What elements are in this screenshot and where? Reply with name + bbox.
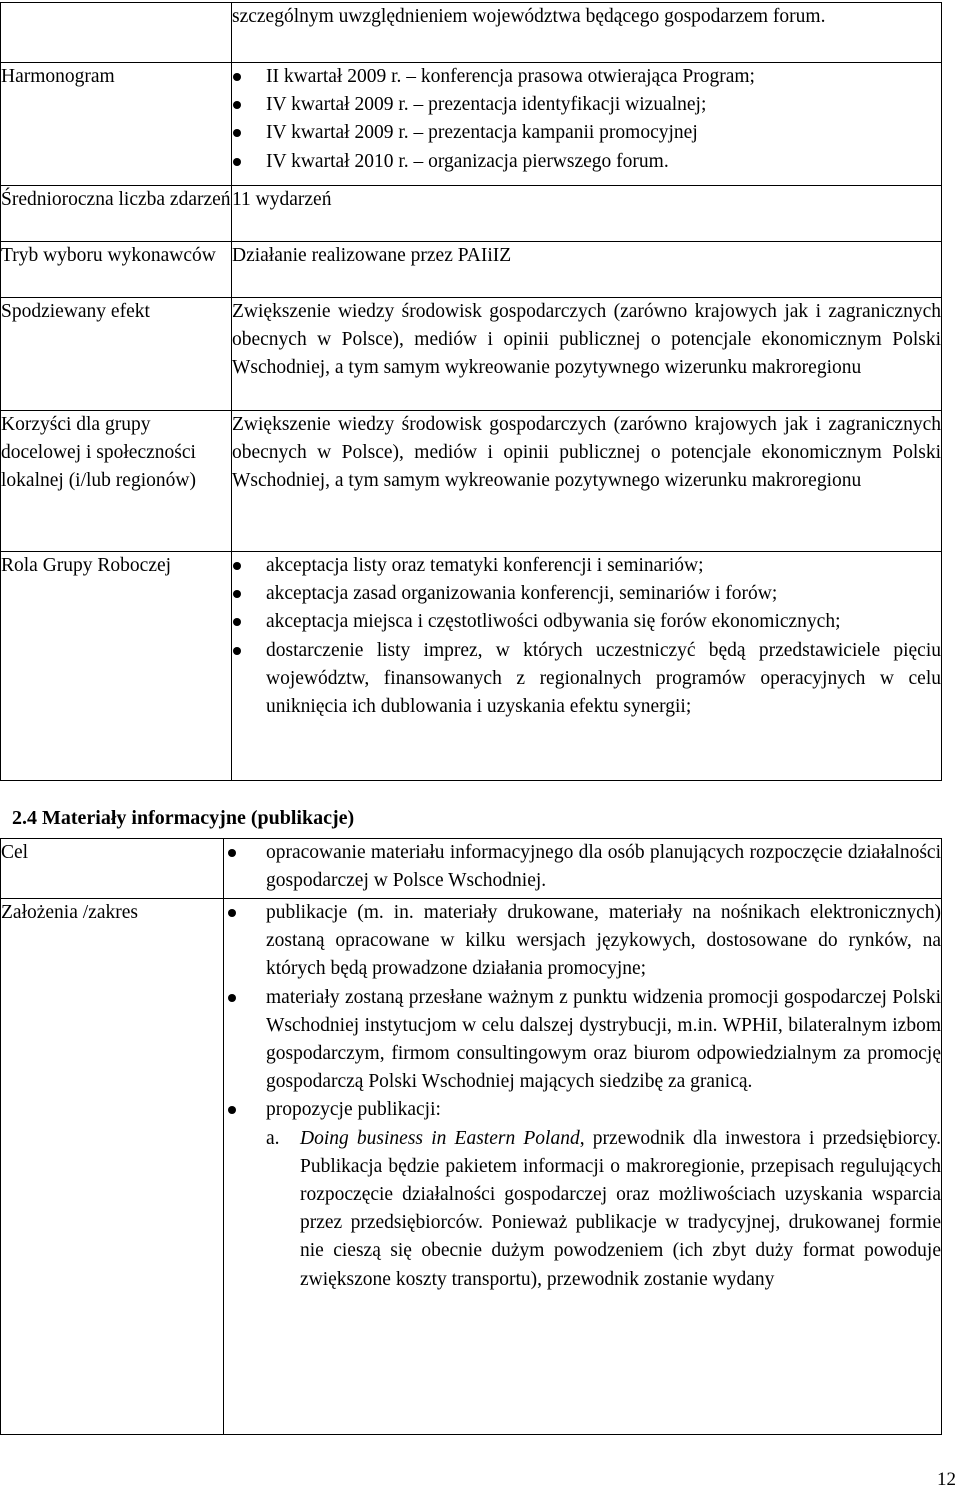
proposal-text — [300, 1125, 941, 1294]
row-value-efekt: Zwiększenie wiedzy środowisk gospodarczych (zarówno krajowych jak i zagranicznych obecnych w Polsce), mediów i opinii publicznej o potencjale ekonomicznym Polski Wschodniej, a tym samym wykreowanie pozytywnego wizerunku makroregionu — [232, 298, 942, 411]
row-value-liczba: 11 wydarzeń — [232, 186, 942, 242]
page-number: 12 — [937, 1469, 956, 1490]
row-value-cel — [224, 839, 942, 899]
list-item: IV kwartał 2009 r. – prezentacja kampanii promocyjnej — [232, 119, 941, 147]
row-value-korzysci: Zwiększenie wiedzy środowisk gospodarczych (zarówno krajowych jak i zagranicznych obecnych w Polsce), mediów i opinii publicznej o potencjale ekonomicznym Polski Wschodniej, a tym samym wykreowanie pozytywnego wizerunku makroregionu — [232, 411, 942, 552]
proposal-marker: a. — [266, 1127, 280, 1149]
table-row — [1, 899, 942, 1435]
goal-list — [224, 839, 941, 895]
row-label-efekt: Spodziewany efekt — [1, 298, 232, 411]
schedule-list — [232, 63, 941, 176]
row-label-cel: Cel — [1, 839, 224, 899]
row-label-zalozenia: Założenia /zakres — [1, 899, 224, 1435]
row-value-harmonogram — [232, 63, 942, 186]
assumptions-list — [224, 899, 941, 1294]
row-label-harmonogram: Harmonogram — [1, 63, 232, 186]
project-details-table — [0, 2, 942, 781]
table-row — [1, 552, 942, 781]
row-label-tryb: Tryb wyboru wykonawców — [1, 242, 232, 298]
list-item: dostarczenie listy imprez, w których uczestniczyć będą przedstawiciele pięciu województw, finansowanych z regionalnych programów operacyjnych w celu uniknięcia ich dublowania i uzyskania efektu synergii; — [232, 637, 941, 722]
table-row — [1, 63, 942, 186]
table-row — [1, 839, 942, 899]
publication-description: , przewodnik dla inwestora i przedsiębiorcy. Publikacja będzie pakietem informacji o makroregionie, przepisach regulujących rozpoczęcie działalności gospodarczej oraz możliwościach uzyskania wsparcia przez przedsiębiorców. Ponieważ publikacje w tradycyjnej, drukowanej formie nie cieszą się obecnie dużym powodzeniem (ich zbyt duży format powoduje zwiększone koszty transportu), przewodnik zostanie wydany — [300, 1127, 942, 1290]
publications-table — [0, 838, 942, 1435]
publication-title: Doing business in Eastern Poland — [300, 1127, 580, 1149]
row-value-rola — [232, 552, 942, 781]
list-item: akceptacja zasad organizowania konferencji, seminariów i forów; — [232, 580, 941, 608]
list-item: IV kwartał 2009 r. – prezentacja identyfikacji wizualnej; — [232, 91, 941, 119]
row-value-tryb: Działanie realizowane przez PAIiIZ — [232, 242, 942, 298]
list-item: materiały zostaną przesłane ważnym z punktu widzenia promocji gospodarczej Polski Wschodniej instytucjom w celu dalszej dystrybucji, m.in. WPHiI, bilateralnym izbom gospodarczym, firmom consultingowym oraz biurom odpowiedzialnym za promocję gospodarczą Polski Wschodniej mających siedzibę za granicą. — [224, 984, 941, 1097]
table-row — [1, 411, 942, 552]
list-item: II kwartał 2009 r. – konferencja prasowa otwierająca Program; — [232, 63, 941, 91]
row-value-zalozenia — [224, 899, 942, 1435]
list-item: IV kwartał 2010 r. – organizacja pierwszego forum. — [232, 148, 941, 176]
table-row — [1, 3, 942, 63]
list-item: akceptacja listy oraz tematyki konferencji i seminariów; — [232, 552, 941, 580]
row-label-korzysci: Korzyści dla grupy docelowej i społeczności lokalnej (i/lub regionów) — [1, 411, 232, 552]
table-row — [1, 242, 942, 298]
proposals-label: propozycje publikacji: — [266, 1099, 441, 1121]
list-item: opracowanie materiału informacyjnego dla osób planujących rozpoczęcie działalności gospodarczej w Polsce Wschodniej. — [224, 839, 941, 895]
row-label-liczba: Średnioroczna liczba zdarzeń — [1, 186, 232, 242]
row-label — [1, 3, 232, 63]
row-label-rola: Rola Grupy Roboczej — [1, 552, 232, 781]
list-item: publikacje (m. in. materiały drukowane, materiały na nośnikach elektronicznych) zostaną opracowane w kilku wersjach językowych, dostosowane do rynków, na których będą prowadzone działania promocyjne; — [224, 899, 941, 984]
table-row — [1, 298, 942, 411]
row-value: szczególnym uwzględnieniem województwa będącego gospodarzem forum. — [232, 3, 942, 63]
table-row — [1, 186, 942, 242]
list-item: akceptacja miejsca i częstotliwości odbywania się forów ekonomicznych; — [232, 608, 941, 636]
working-group-role-list — [232, 552, 941, 721]
section-heading: 2.4 Materiały informacyjne (publikacje) — [12, 807, 355, 829]
publication-proposal — [266, 1125, 941, 1294]
list-item — [224, 1096, 941, 1293]
